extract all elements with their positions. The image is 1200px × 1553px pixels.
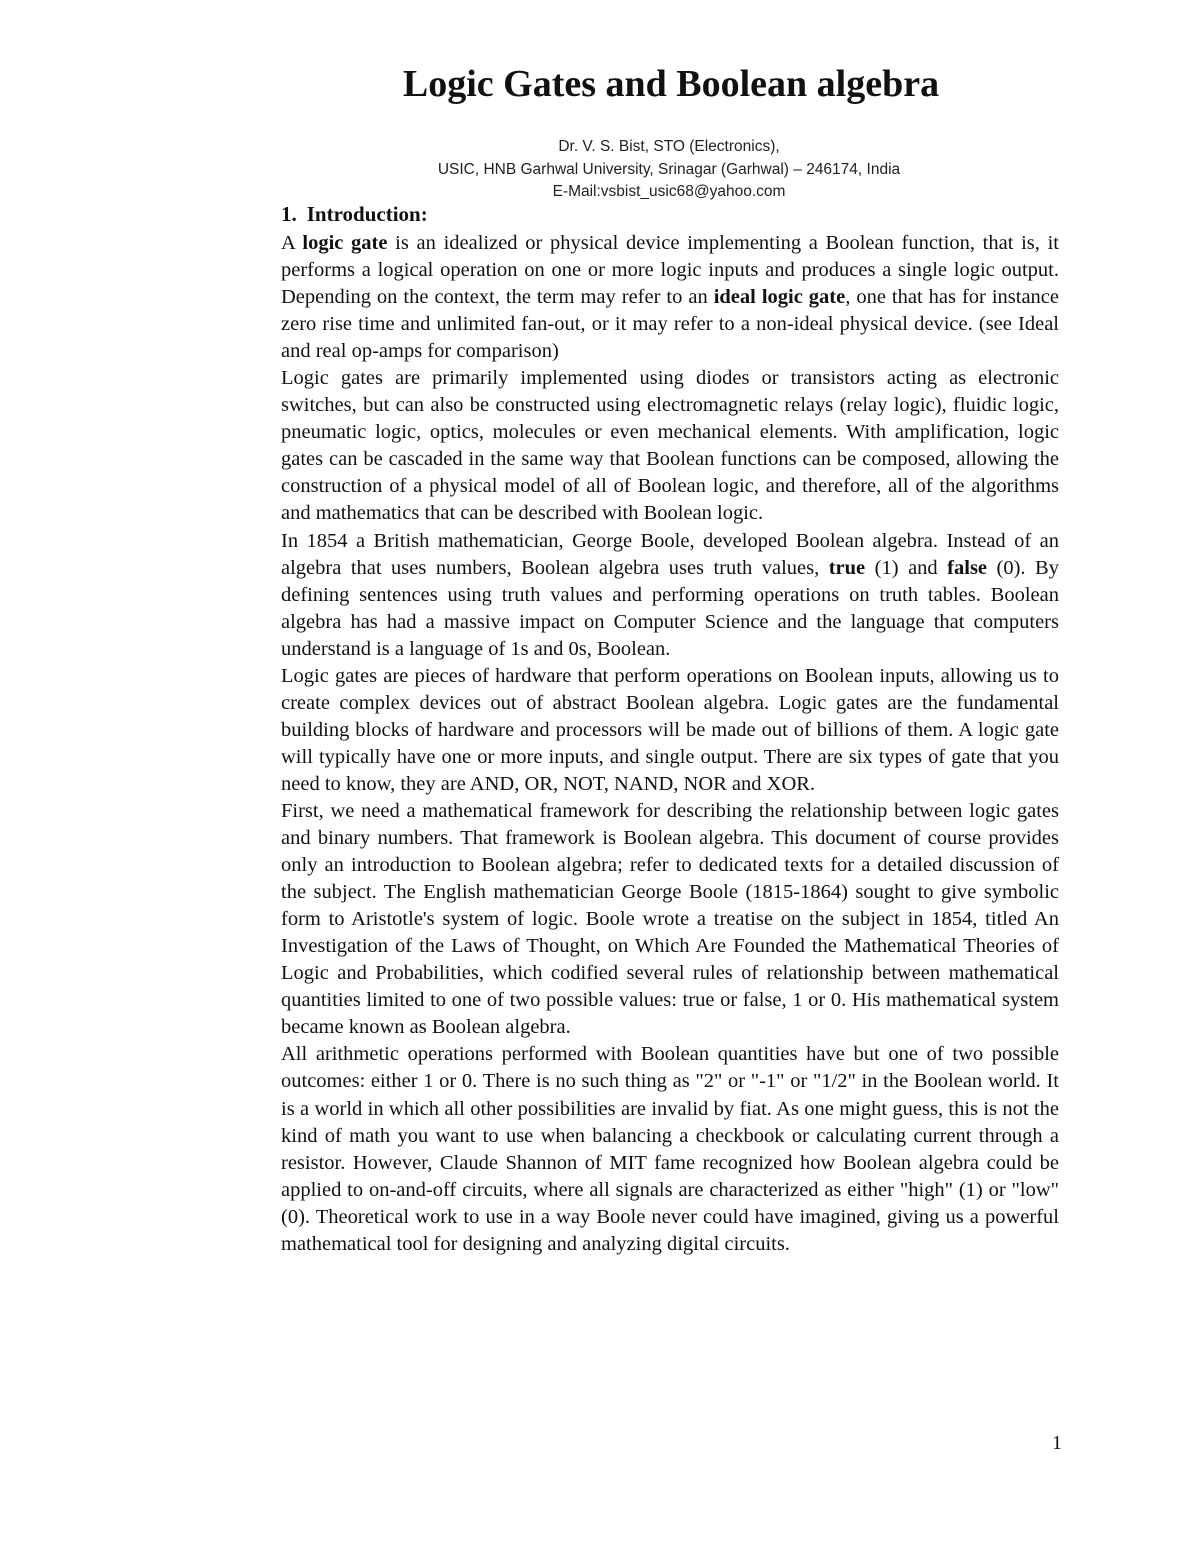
section-title: Introduction: <box>306 202 428 226</box>
p1-text-d: , one that has for instance zero rise time and unlimited fan-out, or it may refer to a non-ideal physical device. (see Ideal and real op-amps for comparison) <box>281 286 1059 363</box>
author-name: Dr. V. S. Bist, STO (Electronics), <box>558 138 780 155</box>
p3-text-c: (1) and <box>865 556 948 579</box>
author-email: E-Mail:vsbist_usic68@yahoo.com <box>552 183 786 200</box>
paragraph-logic-gate-definition <box>281 230 1059 365</box>
p1-text-c: is an idealized or physical device implementing a Boolean function, that is, it performs a logical operation on one or more logic inputs and produces a single logic output. Depending on the context, the term may refer to an <box>281 232 1059 309</box>
section-heading <box>281 202 428 227</box>
p3-text-d: (0). By defining sentences using truth values and performing operations on truth tables. Boolean algebra has had a massive impact on Computer Science and the language that computers understand is a language of 1s and 0s, Boolean. <box>281 556 1059 660</box>
p1-text-a: A <box>281 232 303 254</box>
p3-bold-true: true <box>828 556 866 579</box>
paragraph-framework: First, we need a mathematical framework for describing the relationship between logic gates and binary numbers. That framework is Boolean algebra. This document of course provides only an introduction to Boolean algebra; refer to dedicated texts for a detailed discussion of the subject. The English mathematician George Boole (1815-1864) sought to give symbolic form to Aristotle's system of logic. Boole wrote a treatise on the subject in 1854, titled An Investigation of the Laws of Thought, on Which Are Founded the Mathematical Theories of Logic and Probabilities, which codified several rules of relationship between mathematical quantities limited to one of two possible values: true or false, 1 or 0. His mathematical system became known as Boolean algebra. <box>281 799 1059 1039</box>
document-title: Logic Gates and Boolean algebra <box>402 63 940 105</box>
paragraph-hardware: Logic gates are pieces of hardware that perform operations on Boolean inputs, allowing us to create complex devices out of abstract Boolean algebra. Logic gates are the fundamental building blocks of hardware and processors will be made out of billions of them. A logic gate will typically have one or more inputs, and single output. There are six types of gate that you need to know, they are AND, OR, NOT, NAND, NOR and XOR. <box>281 664 1059 795</box>
p3-text-a: In 1854 a British mathematician, George Boole, developed Boolean algebra. Instead of an algebra that uses numbers, Boolean algebra uses truth values, <box>281 529 1059 579</box>
p3-bold-false: false <box>947 556 988 579</box>
section-number: 1. <box>281 202 297 226</box>
paragraph-implementation: Logic gates are primarily implemented using diodes or transistors acting as electronic switches, but can also be constructed using electromagnetic relays (relay logic), fluidic logic, pneumatic logic, optics, molecules or even mechanical elements. With amplification, logic gates can be cascaded in the same way that Boolean functions can be composed, allowing the construction of a physical model of all of Boolean logic, and therefore, all of the algorithms and mathematics that can be described with Boolean logic. <box>281 367 1059 525</box>
p1-bold-logic-gate: logic gate <box>302 232 388 254</box>
body-text <box>281 230 1059 1258</box>
paragraph-arithmetic: All arithmetic operations performed with Boolean quantities have but one of two possible outcomes: either 1 or 0. There is no such thing as "2" or "-1" or "1/2" in the Boolean world. It is a world in which all other possibilities are invalid by fiat. As one might guess, this is not the kind of math you want to use when balancing a checkbook or calculating current through a resistor. However, Claude Shannon of MIT fame recognized how Boolean algebra could be applied to on-and-off circuits, where all signals are characterized as either "high" (1) or "low" (0). Theoretical work to use in a way Boole never could have imagined, giving us a powerful mathematical tool for designing and analyzing digital circuits. <box>281 1043 1059 1255</box>
author-affiliation: USIC, HNB Garhwal University, Srinagar (Garhwal) – 246174, India <box>437 160 901 178</box>
paragraph-boole-1854 <box>281 528 1059 663</box>
author-block <box>0 136 1200 204</box>
page-number: 1 <box>1052 1432 1062 1454</box>
p1-bold-ideal-logic-gate: ideal logic gate <box>713 286 846 309</box>
